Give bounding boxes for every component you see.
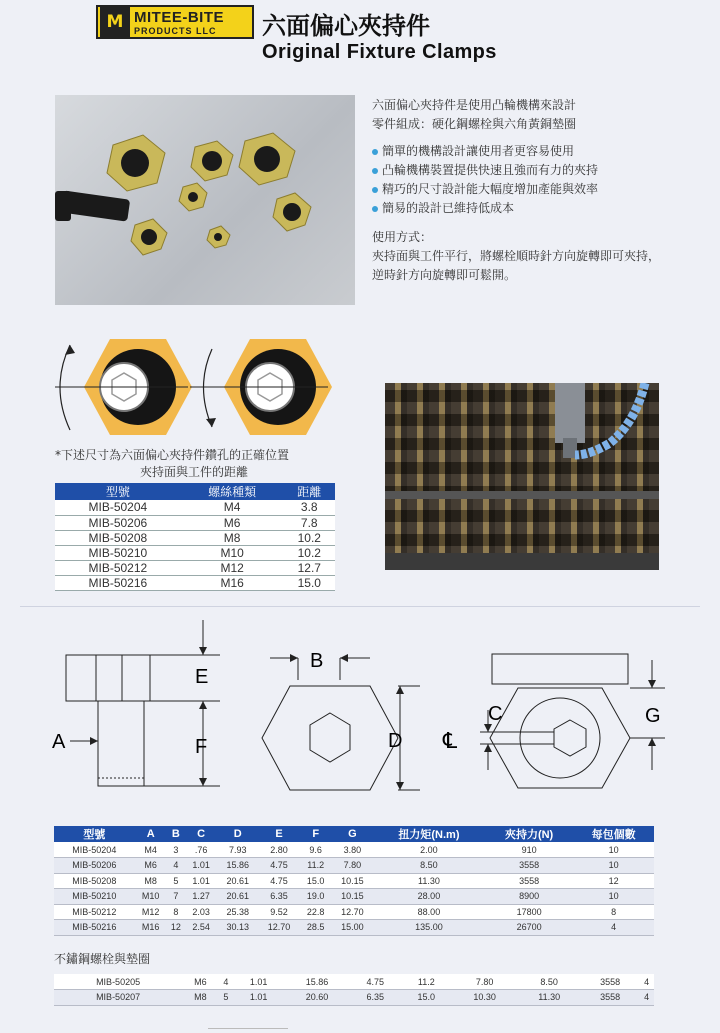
cell: 30.13 xyxy=(217,920,258,936)
cell: 1.01 xyxy=(233,990,284,1006)
table-row xyxy=(55,500,335,515)
feature-list xyxy=(372,142,660,218)
note-line: *下述尺寸為六面偏心夾持件鑽孔的正確位置 xyxy=(55,448,290,462)
feature-item: 簡單的機構設計讓使用者更容易使用 xyxy=(372,142,660,161)
cell: 9.6 xyxy=(300,842,332,858)
page-title-en: Original Fixture Clamps xyxy=(262,41,497,63)
cell: M4 xyxy=(135,842,167,858)
cell: 8 xyxy=(167,904,185,920)
spec-table xyxy=(54,826,654,936)
cell: 4 xyxy=(639,990,654,1006)
cell: 10.2 xyxy=(284,545,335,560)
footer-rule xyxy=(208,1028,288,1029)
machining-photo xyxy=(385,383,659,570)
logo-mark: M xyxy=(100,7,130,37)
cell: 15.86 xyxy=(284,974,350,990)
cell: M8 xyxy=(181,530,284,545)
cell: 6.35 xyxy=(350,990,401,1006)
cell: MIB-50207 xyxy=(54,990,182,1006)
cell: 7.8 xyxy=(284,515,335,530)
cell: MIB-50216 xyxy=(55,575,181,590)
col-header: F xyxy=(300,826,332,842)
cell: 20.61 xyxy=(217,889,258,905)
cell: 2.54 xyxy=(185,920,217,936)
cell: M6 xyxy=(181,515,284,530)
cell: M10 xyxy=(181,545,284,560)
desc-line: 六面偏心夾持件是使用凸輪機構來設計 xyxy=(372,98,577,112)
cell: M16 xyxy=(181,575,284,590)
cell: 12.7 xyxy=(284,560,335,575)
cell: 28.00 xyxy=(373,889,485,905)
product-photo xyxy=(55,95,355,305)
col-header: A xyxy=(135,826,167,842)
table-row xyxy=(55,545,335,560)
cell: 4.75 xyxy=(350,974,401,990)
cell: M10 xyxy=(135,889,167,905)
table-row xyxy=(55,575,335,590)
dim-label-a: A xyxy=(52,731,66,753)
table-row xyxy=(54,842,654,858)
col-header: 夾持力(N) xyxy=(485,826,573,842)
cell: MIB-50212 xyxy=(54,904,135,920)
cell: 20.60 xyxy=(284,990,350,1006)
table-row xyxy=(54,990,654,1006)
cell: MIB-50216 xyxy=(54,920,135,936)
cell: 25.38 xyxy=(217,904,258,920)
cell: 7.80 xyxy=(332,858,373,874)
table-row xyxy=(55,560,335,575)
cell: 15.0 xyxy=(300,873,332,889)
cell: 3558 xyxy=(581,974,639,990)
cell: 22.8 xyxy=(300,904,332,920)
cell: 135.00 xyxy=(373,920,485,936)
cell: 10 xyxy=(573,889,654,905)
cell: 15.86 xyxy=(217,858,258,874)
logo-subline: PRODUCTS LLC xyxy=(134,26,224,36)
col-header: D xyxy=(217,826,258,842)
cell: 10.2 xyxy=(284,530,335,545)
cell: 12 xyxy=(573,873,654,889)
usage-text: 夾持面與工件平行，將螺栓順時針方向旋轉即可夾持， xyxy=(372,249,661,263)
cell: 10 xyxy=(573,858,654,874)
feature-item: 精巧的尺寸設計能大幅度增加產能與效率 xyxy=(372,180,660,199)
brand-logo xyxy=(96,5,254,39)
dimension-drawing xyxy=(40,620,680,820)
stainless-table xyxy=(54,974,654,1006)
cell: 2.03 xyxy=(185,904,217,920)
cell: M12 xyxy=(135,904,167,920)
feature-item: 簡易的設計已維持低成本 xyxy=(372,199,660,218)
cell: 28.5 xyxy=(300,920,332,936)
cell: 1.01 xyxy=(233,974,284,990)
cell: 8.50 xyxy=(373,858,485,874)
dim-label-f: F xyxy=(195,736,208,758)
cell: MIB-50208 xyxy=(55,530,181,545)
cell: 3558 xyxy=(485,858,573,874)
cell: 11.30 xyxy=(373,873,485,889)
note-line: 夾持面與工件的距離 xyxy=(140,465,249,479)
cell: 5 xyxy=(167,873,185,889)
table-row xyxy=(55,515,335,530)
cell: 5 xyxy=(219,990,234,1006)
cell: 7 xyxy=(167,889,185,905)
cell: 4 xyxy=(639,974,654,990)
feature-item: 凸輪機構裝置提供快速且強而有力的夾持 xyxy=(372,161,660,180)
col-header: E xyxy=(258,826,299,842)
cell: 3.8 xyxy=(284,500,335,515)
cell: 10 xyxy=(573,842,654,858)
cell: MIB-50204 xyxy=(55,500,181,515)
cell: 15.0 xyxy=(401,990,452,1006)
cell: 7.93 xyxy=(217,842,258,858)
col-header: 型號 xyxy=(54,826,135,842)
cell: MIB-50208 xyxy=(54,873,135,889)
cell: 8 xyxy=(573,904,654,920)
cell: 9.52 xyxy=(258,904,299,920)
table-row xyxy=(54,904,654,920)
cell: 3558 xyxy=(581,990,639,1006)
cell: 3.80 xyxy=(332,842,373,858)
cell: 7.80 xyxy=(452,974,518,990)
cell: MIB-50204 xyxy=(54,842,135,858)
cell: 10.30 xyxy=(452,990,518,1006)
cell: 4.75 xyxy=(258,858,299,874)
cell: 8900 xyxy=(485,889,573,905)
cell: 4 xyxy=(167,858,185,874)
col-header: C xyxy=(185,826,217,842)
cell: 88.00 xyxy=(373,904,485,920)
cell: 4 xyxy=(573,920,654,936)
cell: 1.27 xyxy=(185,889,217,905)
cell: 15.0 xyxy=(284,575,335,590)
cell: 11.2 xyxy=(300,858,332,874)
table-row xyxy=(54,858,654,874)
cell: 19.0 xyxy=(300,889,332,905)
cell: MIB-50210 xyxy=(54,889,135,905)
usage-label: 使用方式： xyxy=(372,230,433,244)
cell: 3 xyxy=(167,842,185,858)
col-header: 扭力矩(N.m) xyxy=(373,826,485,842)
cell: 10.15 xyxy=(332,873,373,889)
cell: 8.50 xyxy=(517,974,581,990)
cell: 12 xyxy=(167,920,185,936)
dim-label-c: C xyxy=(488,703,503,725)
cell: 17800 xyxy=(485,904,573,920)
col-header: 螺絲種類 xyxy=(181,483,284,500)
col-header: B xyxy=(167,826,185,842)
cell: 11.2 xyxy=(401,974,452,990)
table-row xyxy=(54,889,654,905)
cell: 2.00 xyxy=(373,842,485,858)
cell: 910 xyxy=(485,842,573,858)
product-description xyxy=(372,96,660,285)
dim-label-b: B xyxy=(310,650,324,672)
cell: M8 xyxy=(135,873,167,889)
cell: 26700 xyxy=(485,920,573,936)
logo-wordmark: MITEE-BITE xyxy=(134,8,224,26)
cell: 20.61 xyxy=(217,873,258,889)
cell: 2.80 xyxy=(258,842,299,858)
stainless-section-title: 不鏽鋼螺栓與墊圈 xyxy=(54,952,151,966)
cell: 3558 xyxy=(485,873,573,889)
cell: 1.01 xyxy=(185,873,217,889)
cell: MIB-50206 xyxy=(54,858,135,874)
col-header: 距離 xyxy=(284,483,335,500)
page-title-zh: 六面偏心夾持件 xyxy=(262,12,430,40)
col-header: 每包個數 xyxy=(573,826,654,842)
table-row xyxy=(54,974,654,990)
table-row xyxy=(54,873,654,889)
cell: 12.70 xyxy=(258,920,299,936)
usage-text: 逆時針方向旋轉即可鬆開。 xyxy=(372,268,517,282)
cell: 11.30 xyxy=(517,990,581,1006)
cell: 6.35 xyxy=(258,889,299,905)
cell: 4 xyxy=(219,974,234,990)
dim-label-g: G xyxy=(645,705,661,727)
cell: MIB-50205 xyxy=(54,974,182,990)
rotation-diagram xyxy=(50,335,340,440)
cell: 10.15 xyxy=(332,889,373,905)
cell: 4.75 xyxy=(258,873,299,889)
cell: M16 xyxy=(135,920,167,936)
cell: 1.01 xyxy=(185,858,217,874)
dimension-note xyxy=(55,447,289,481)
desc-line: 零件組成：硬化鋼螺栓與六角黃銅墊圈 xyxy=(372,117,577,131)
cell: M12 xyxy=(181,560,284,575)
cell: 12.70 xyxy=(332,904,373,920)
cell: M4 xyxy=(181,500,284,515)
cell: 15.00 xyxy=(332,920,373,936)
dim-label-d: D xyxy=(388,730,403,752)
col-header: G xyxy=(332,826,373,842)
cell: M6 xyxy=(135,858,167,874)
col-header: 型號 xyxy=(55,483,181,500)
distance-table xyxy=(55,483,335,591)
dim-label-e: E xyxy=(195,666,209,688)
cell: M6 xyxy=(182,974,218,990)
cell: MIB-50210 xyxy=(55,545,181,560)
centerline-symbol: ℄ xyxy=(443,728,458,753)
cell: .76 xyxy=(185,842,217,858)
table-row xyxy=(55,530,335,545)
cell: MIB-50212 xyxy=(55,560,181,575)
section-divider xyxy=(20,606,700,607)
cell: M8 xyxy=(182,990,218,1006)
table-row xyxy=(54,920,654,936)
cell: MIB-50206 xyxy=(55,515,181,530)
